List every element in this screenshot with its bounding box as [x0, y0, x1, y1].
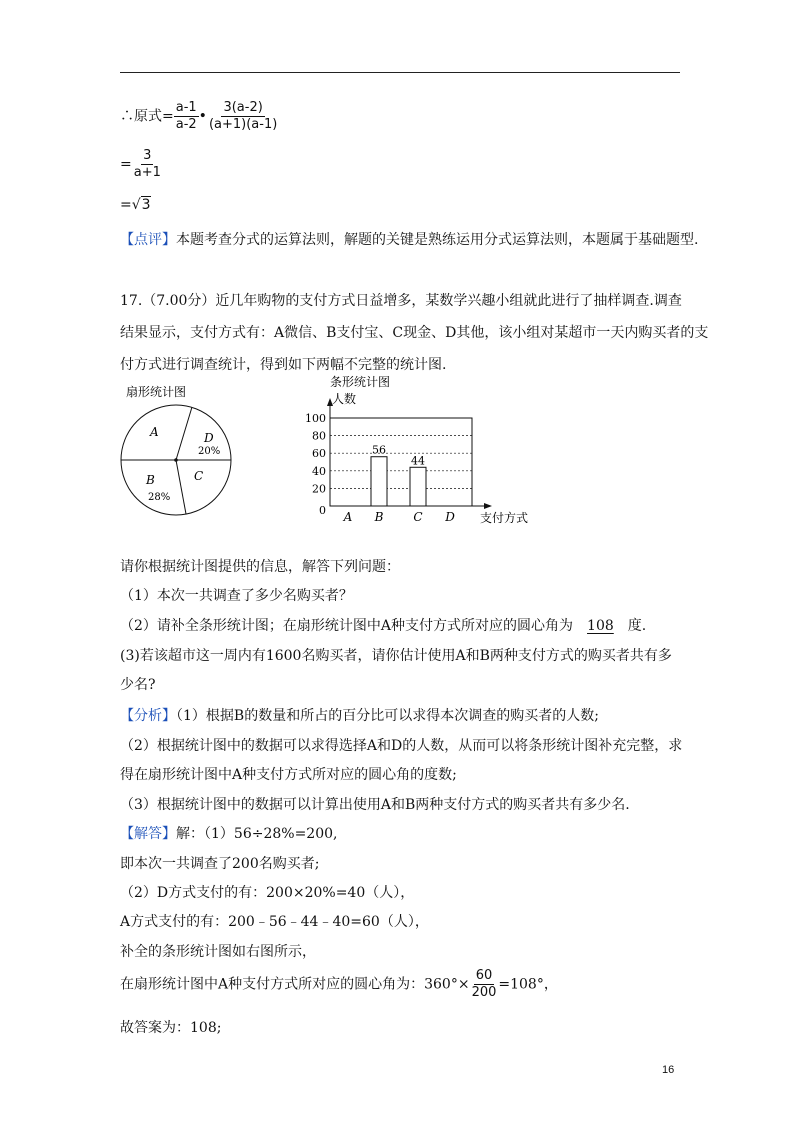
analysis-line-3: 得在扇形统计图中A种支付方式所对应的圆心角的度数; — [120, 767, 457, 783]
subquestion-3-line-1: (3)若该超市这一周内有1600名购买者，请你估计使用A和B两种支付方式的购买者共有多 — [120, 648, 672, 664]
pie-divider-ad — [176, 407, 192, 460]
pie-label-d: D — [204, 431, 214, 445]
bar-c — [410, 467, 426, 506]
bar-ytick-label: 60 — [312, 447, 326, 461]
pie-title: 扇形统计图 — [126, 385, 187, 399]
bar-plot-area — [305, 398, 492, 524]
pie-divider-bc — [176, 460, 186, 514]
sqrt-expression: √3 — [131, 197, 151, 213]
subquestion-3-line-2: 少名? — [120, 677, 156, 693]
subquestion-1: （1）本次一共调查了多少名购买者？ — [120, 588, 353, 604]
fraction-3: $\frac{3}{a+1}$ — [133, 148, 161, 180]
comment-text: 本题考查分式的运算法则，解题的关键是熟练运用分式运算法则，本题属于基础题型. — [176, 232, 699, 248]
bar-chart — [290, 372, 550, 530]
bar-xlabel: 支付方式 — [480, 511, 529, 525]
question-line-1: 17.（7.00分）近几年购物的支付方式日益增多，某数学兴趣小组就此进行了抽样调查.调查 — [120, 293, 682, 309]
bar-value-label-c: 44 — [411, 454, 425, 468]
pie-label-c: C — [194, 469, 204, 483]
bar-category-label-b: B — [374, 510, 384, 524]
analysis-line-4: （3）根据统计图中的数据可以计算出使用A和B两种支付方式的购买者共有多少名. — [120, 797, 630, 813]
bar-ytick-label: 80 — [312, 429, 326, 443]
solution-step-2: = $\frac{3}{a+1}$ — [120, 148, 161, 180]
bar-ytick-label: 20 — [312, 482, 326, 496]
answer-tag: 【解答】 — [120, 826, 176, 842]
answer-line-7: 故答案为：108; — [120, 1020, 222, 1036]
prompt-text: 请你根据统计图提供的信息，解答下列问题： — [120, 559, 400, 575]
solution-step-1 — [120, 100, 279, 133]
bar-category-label-a: A — [343, 510, 353, 524]
subquestion-2: （2）请补全条形统计图；在扇形统计图中A种支付方式所对应的圆心角为 108 度. — [120, 618, 647, 634]
bar-ytick-label: 0 — [319, 504, 326, 517]
header-rule — [120, 72, 680, 73]
answer-line-6: 在扇形统计图中A种支付方式所对应的圆心角为：360°× $\frac{60}{200}$ =108°， — [120, 968, 558, 1000]
page-number: 16 — [662, 1064, 675, 1076]
question-line-2: 结果显示，支付方式有：A微信、B支付宝、C现金、D其他，该小组对某超市一天内购买者的支 — [120, 325, 709, 341]
bar-ylabel: 人数 — [332, 392, 357, 406]
comment-line — [120, 229, 698, 249]
therefore-text: ∴原式= — [120, 108, 174, 125]
fraction-2: $\frac{3(a-2)}{(a+1)(a-1)}$ — [208, 100, 278, 132]
fraction-angle: $\frac{60}{200}$ — [471, 968, 497, 1000]
bar-b — [371, 457, 387, 506]
question-line-3: 付方式进行调查统计，得到如下两幅不完整的统计图. — [120, 357, 447, 373]
bar-title: 条形统计图 — [330, 375, 391, 389]
bar-frame — [330, 418, 472, 506]
bar-value-label-b: 56 — [372, 443, 386, 457]
answer-line-5: 补全的条形统计图如右图所示， — [120, 944, 316, 960]
pie-chart — [114, 378, 264, 526]
solution-step-3: =√3 — [120, 197, 151, 213]
bar-ytick-label: 40 — [312, 464, 326, 478]
bar-x-axis-arrow — [484, 503, 492, 509]
bar-category-label-c: C — [413, 510, 423, 524]
analysis-line-2: （2）根据统计图中的数据可以求得选择A和D的人数，从而可以将条形统计图补充完整，求 — [120, 738, 683, 754]
comment-tag: 【点评】 — [120, 232, 176, 248]
fraction-1: $\frac{a-1}{a-2}$ — [175, 100, 197, 132]
answer-line-1: 【解答】解：（1）56÷28%=200, — [120, 826, 338, 842]
analysis-line-1: 【分析】（1）根据B的数量和所占的百分比可以求得本次调查的购买者的人数; — [120, 708, 599, 724]
pie-percent-d: 20% — [198, 446, 221, 457]
answer-line-4: A方式支付的有：200﹣56﹣44﹣40=60（人）， — [120, 914, 429, 930]
pie-percent-b: 28% — [148, 492, 171, 503]
bar-ytick-label: 100 — [305, 412, 326, 425]
bar-category-label-d: D — [445, 510, 455, 524]
dot-operator: • — [198, 108, 207, 125]
pie-label-b: B — [146, 473, 155, 487]
pie-center — [174, 458, 178, 462]
answer-line-3: （2）D方式支付的有：200×20%=40（人）， — [120, 885, 415, 901]
pie-label-a: A — [150, 425, 159, 439]
answer-blank: 108 — [587, 618, 614, 634]
answer-line-2: 即本次一共调查了200名购买者; — [120, 856, 320, 872]
analysis-tag: 【分析】 — [120, 708, 176, 724]
